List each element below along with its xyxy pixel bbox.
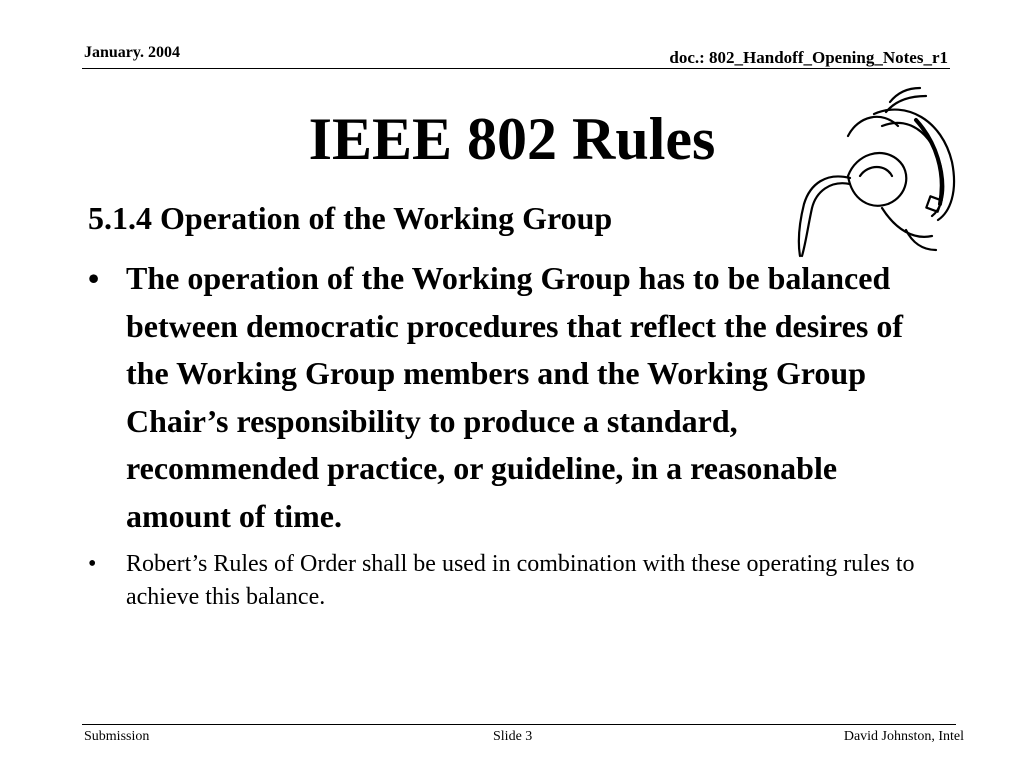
section-heading: 5.1.4 Operation of the Working Group	[88, 200, 613, 236]
ieee-802-handoff-logo-icon	[786, 80, 958, 270]
footer-slide-number: Slide 3	[493, 729, 533, 744]
footer-divider	[82, 724, 956, 725]
bullet-text: The operation of the Working Group has to be balanced between democratic procedures that reflect the desires of the Working Group members and the Working Group Chair’s responsibility to produce a standard, recommended practice, or guideline, in a reasonable amount of time.	[126, 260, 903, 534]
header-date: January. 2004	[84, 44, 181, 61]
footer-author: David Johnston, Intel	[843, 729, 964, 744]
slide-title: IEEE 802 Rules	[308, 106, 716, 172]
bullet-marker: •	[88, 260, 100, 296]
bullet-item	[88, 548, 938, 614]
footer-submission: Submission	[84, 729, 150, 744]
bullet-marker: •	[88, 551, 97, 577]
header-divider	[82, 68, 950, 69]
bullet-text: Robert’s Rules of Order shall be used in combination with these operating rules to achieve this balance.	[126, 551, 915, 610]
bullet-list	[88, 255, 938, 614]
bullet-item	[88, 255, 938, 540]
header-doc-id: doc.: 802_Handoff_Opening_Notes_r1	[669, 48, 948, 67]
